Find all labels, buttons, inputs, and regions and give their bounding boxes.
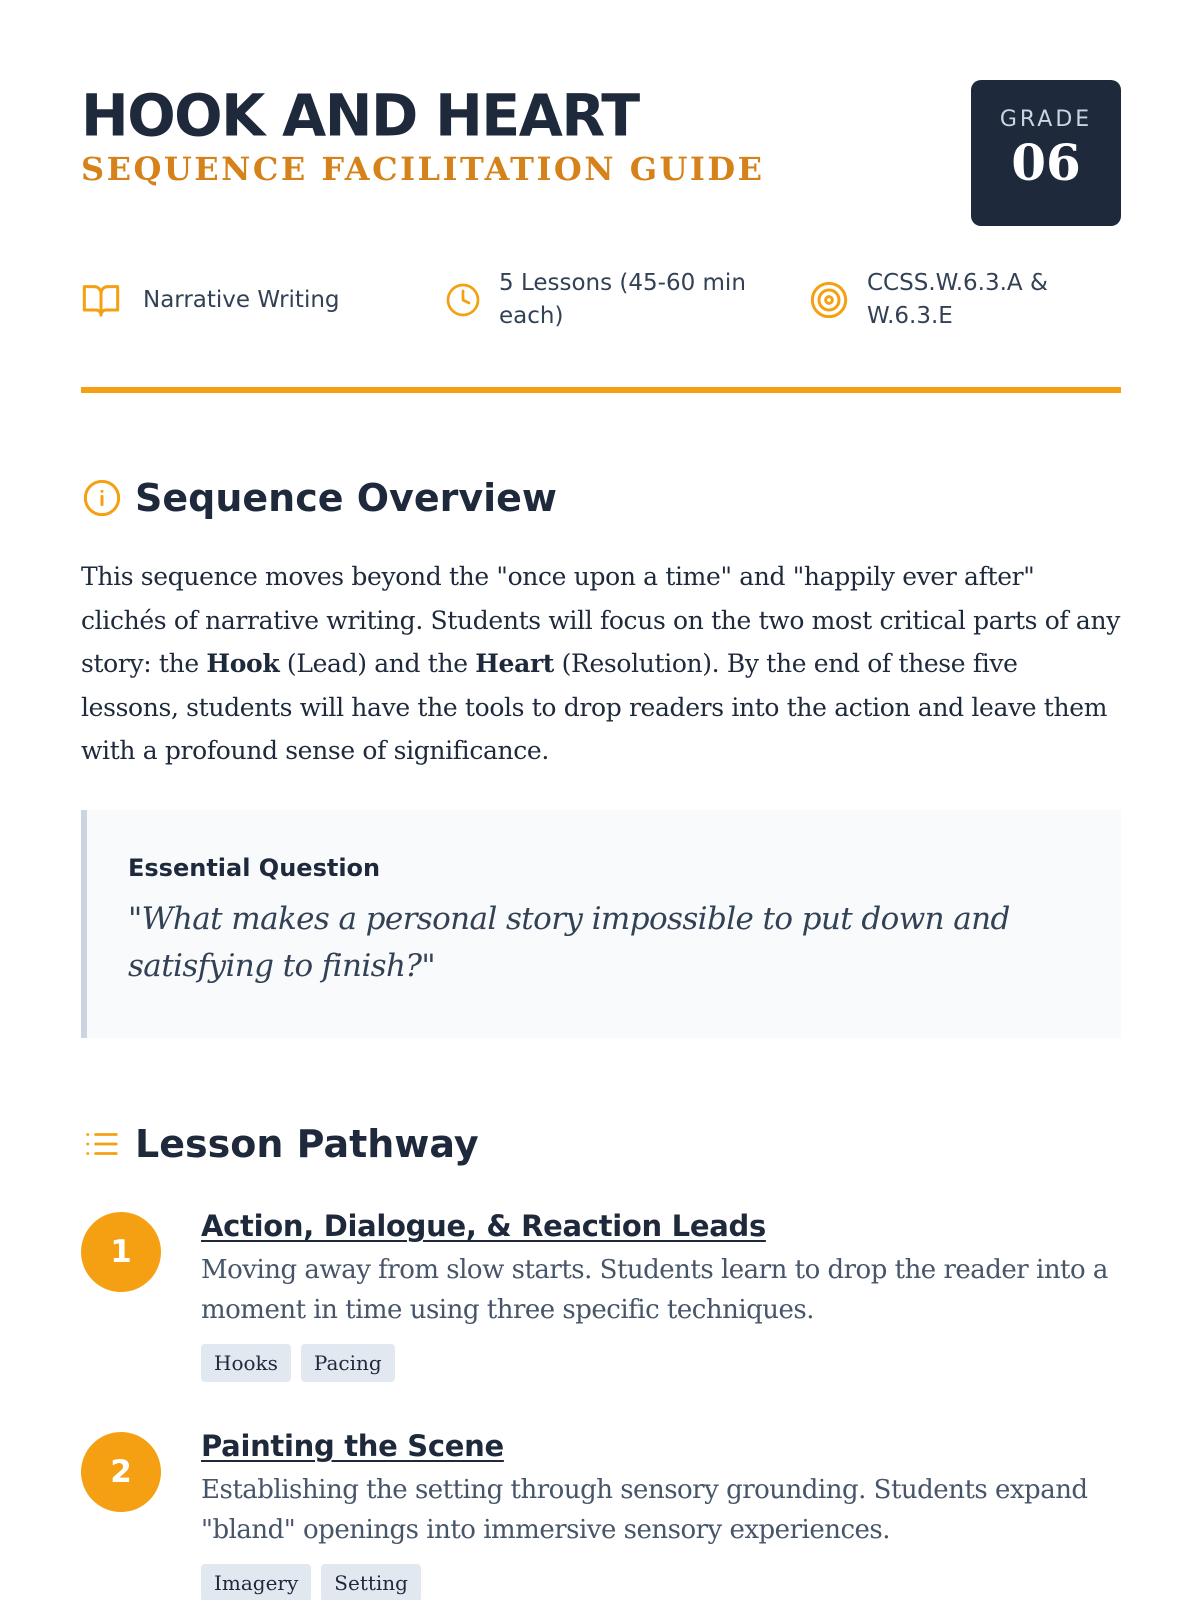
grade-badge	[971, 80, 1121, 226]
header	[81, 80, 1121, 228]
page-subtitle: SEQUENCE FACILITATION GUIDE	[81, 150, 765, 188]
lesson-tags	[201, 1344, 1121, 1382]
overview-heading	[81, 476, 557, 520]
overview-text-end: (Resolution). By the end of these five lessons, students will have the tools to drop readers into the action and leave them with a profound sense of significance.	[81, 649, 1108, 765]
overview-text-mid: (Lead) and the	[279, 649, 476, 678]
overview-text-start: This sequence moves beyond the "once upon a time" and "happily ever after" clichés of narrative writing. Students will focus on the two most critical parts of any story: the	[81, 562, 1120, 678]
meta-standards-text: CCSS.W.6.3.A & W.6.3.E	[867, 270, 1048, 329]
lesson-tag: Setting	[321, 1564, 421, 1600]
essential-question-label: Essential Question	[128, 854, 381, 882]
meta-duration-text: 5 Lessons (45-60 min each)	[499, 270, 746, 329]
lesson-tags	[201, 1564, 1121, 1600]
overview-title: Sequence Overview	[135, 476, 558, 520]
lesson-tag: Imagery	[201, 1564, 311, 1600]
pathway-title: Lesson Pathway	[135, 1122, 479, 1166]
pathway-heading	[81, 1122, 479, 1166]
overview-bold-hook: Hook	[206, 649, 280, 678]
lesson-number-badge: 1	[81, 1212, 161, 1292]
lesson-number-badge: 2	[81, 1432, 161, 1512]
meta-standards	[809, 268, 1121, 332]
lesson-tag: Pacing	[301, 1344, 395, 1382]
book-icon	[81, 280, 121, 320]
overview-bold-heart: Heart	[475, 649, 554, 678]
essential-question-quote: "What makes a personal story impossible to put down and satisfying to finish?"	[128, 901, 1010, 984]
lesson-title-link[interactable]: Painting the Scene	[201, 1429, 504, 1463]
lesson-description: Moving away from slow starts. Students learn to drop the reader into a moment in time using three specific techniques.	[201, 1255, 1108, 1325]
list-icon	[81, 1123, 123, 1165]
lesson-body	[201, 1428, 1121, 1600]
page-title: HOOK AND HEART	[81, 82, 639, 150]
lesson-tag: Hooks	[201, 1344, 291, 1382]
grade-label: GRADE	[999, 107, 1093, 132]
lesson-title-link[interactable]: Action, Dialogue, & Reaction Leads	[201, 1209, 766, 1243]
meta-subject	[81, 268, 340, 332]
lesson-body	[201, 1208, 1121, 1382]
clock-icon	[445, 280, 481, 320]
meta-row	[81, 268, 1121, 332]
overview-paragraph	[81, 555, 1121, 773]
lesson-description: Establishing the setting through sensory grounding. Students expand "bland" openings into immersive sensory experiences.	[201, 1475, 1088, 1545]
header-divider	[81, 387, 1121, 393]
target-icon	[809, 280, 849, 320]
meta-subject-text: Narrative Writing	[143, 286, 340, 313]
meta-duration	[445, 268, 775, 332]
essential-question-callout	[81, 810, 1121, 1038]
grade-number: 06	[1011, 133, 1081, 192]
info-icon	[81, 477, 123, 519]
